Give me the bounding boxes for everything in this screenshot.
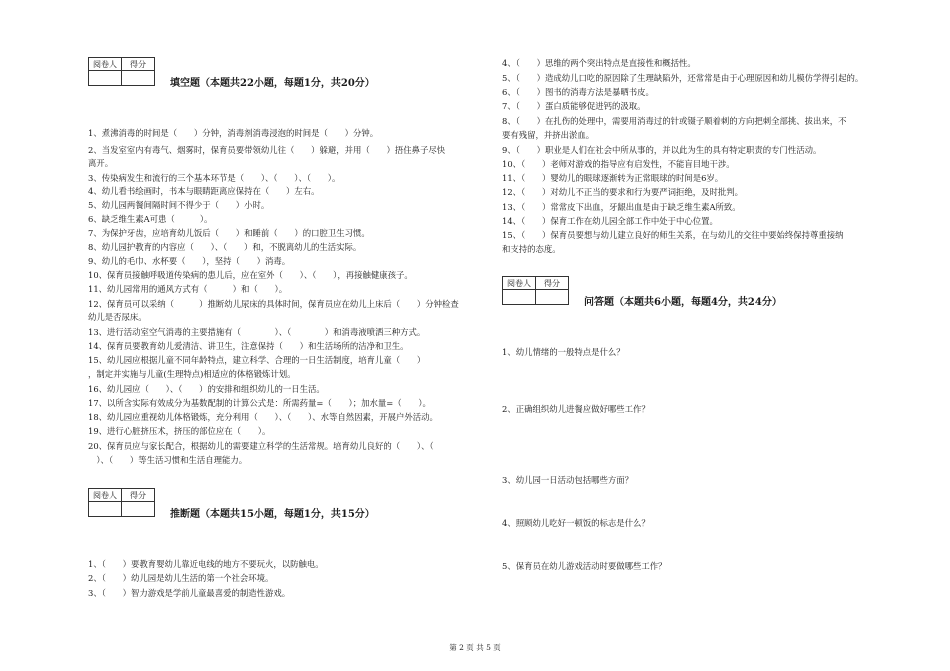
score-box-judge bbox=[88, 488, 155, 517]
fill-line: 15、幼儿园应根据儿童不同年龄特点，建立科学、合理的一日生活制度，培育儿童（ ） bbox=[88, 355, 426, 365]
fill-line: 17、以所含实际有效成分为基数配制的计算公式是：所需药量=（ ）；加水量=（ ）。 bbox=[88, 398, 431, 408]
reviewer-cell bbox=[503, 290, 536, 305]
fill-line: 18、幼儿园应重视幼儿体格锻炼，充分利用（ ）、（ ）、水等自然因素，开展户外活动。 bbox=[88, 412, 438, 422]
fill-line: 16、幼儿园应（ ）、（ ）的安排和组织幼儿的一日生活。 bbox=[88, 384, 325, 394]
fill-line: 8、幼儿园护教育的内容应（ ）、（ ）和，不脱离幼儿的生活实际。 bbox=[88, 242, 362, 252]
qa-section-title: 问答题（本题共6小题，每题4分，共24分） bbox=[584, 297, 782, 308]
fill-line: 7、为保护牙齿，应培育幼儿饭后（ ）和睡前（ ）的口腔卫生习惯。 bbox=[88, 228, 370, 238]
judge-section-title: 推断题（本题共15小题，每题1分，共15分） bbox=[170, 509, 375, 520]
reviewer-label: 阅卷人 bbox=[89, 489, 122, 502]
fill-line: 14、保育员要教育幼儿爱清洁、讲卫生，注意保持（ ）和生活场所的洁净和卫生。 bbox=[88, 341, 409, 351]
judge-line: 8、（ ）在扎伤的处理中，需要用消毒过的针或镊子顺着刺的方向把刺全部挑、拔出来，不 bbox=[502, 116, 847, 126]
judge-line: 1、（ ）要教育婴幼儿靠近电线的地方不要玩火，以防触电。 bbox=[88, 559, 324, 569]
score-cell bbox=[122, 502, 155, 517]
judge-line: 3、（ ）智力游戏是学前儿童最喜爱的制造性游戏。 bbox=[88, 588, 291, 598]
fill-line: 离开。 bbox=[88, 158, 114, 168]
fill-line: 9、幼儿的毛巾、水杯要（ ），坚持（ ）消毒。 bbox=[88, 256, 291, 266]
score-box-qa bbox=[502, 276, 569, 305]
fill-line: 4、幼儿看书绘画时，书本与眼睛距离应保持在（ ）左右。 bbox=[88, 186, 320, 196]
score-label: 得分 bbox=[536, 277, 569, 290]
score-box-fill bbox=[88, 57, 155, 86]
score-cell bbox=[122, 71, 155, 86]
reviewer-cell bbox=[89, 71, 122, 86]
judge-line: 12、（ ）对幼儿不正当的要求和行为要严词拒绝，及时批判。 bbox=[502, 187, 743, 197]
judge-line: 要有残留，并挤出淤血。 bbox=[502, 130, 595, 140]
qa-question: 4、照顾幼儿吃好一顿饭的标志是什么？ bbox=[502, 518, 650, 528]
fill-line: 12、保育员可以采纳（ ）推断幼儿尿床的具体时间，保育员应在幼儿上床后（ ）分钟检查 bbox=[88, 299, 459, 309]
fill-line: 11、幼儿园常用的通风方式有（ ）和（ ）。 bbox=[88, 284, 288, 294]
judge-line: 2、（ ）幼儿园是幼儿生活的第一个社会环境。 bbox=[88, 573, 274, 583]
fill-line: 5、幼儿园两餐间隔时间不得少于（ ）小时。 bbox=[88, 200, 270, 210]
reviewer-cell bbox=[89, 502, 122, 517]
judge-line: 5、（ ）造成幼儿口吃的原因除了生理缺陷外，还常常是由于心理原因和幼儿模仿学得引起的。 bbox=[502, 73, 864, 83]
fill-line: 10、保育员接触呼吸道传染病的患儿后，应在室外（ ）、（ ），再接触健康孩子。 bbox=[88, 270, 413, 280]
score-label: 得分 bbox=[122, 58, 155, 71]
judge-line: 4、（ ）思维的两个突出特点是直接性和概括性。 bbox=[502, 58, 696, 68]
fill-line: 3、传染病发生和流行的三个基本环节是（ ）、（ ）、（ ）。 bbox=[88, 173, 341, 183]
reviewer-label: 阅卷人 bbox=[89, 58, 122, 71]
fill-line: 1、煮沸消毒的时间是（ ）分钟，消毒剂消毒浸泡的时间是（ ）分钟。 bbox=[88, 128, 379, 138]
fill-line: 19、进行心脏挤压术，挤压的部位应在（ ）。 bbox=[88, 426, 271, 436]
judge-line: 和支持的态度。 bbox=[502, 244, 561, 254]
qa-question: 3、幼儿园一日活动包括哪些方面？ bbox=[502, 475, 633, 485]
fill-line: ，制定并实施与儿童(生理特点)相适应的体格锻炼计划。 bbox=[88, 369, 296, 379]
fill-line: 20、保育员应与家长配合，根据幼儿的需要建立科学的生活常规。培育幼儿良好的（ ）、（ bbox=[88, 441, 434, 451]
judge-line: 10、（ ）老师对游戏的指导应有启发性，不能盲目地干涉。 bbox=[502, 159, 735, 169]
reviewer-label: 阅卷人 bbox=[503, 277, 536, 290]
fill-section-title: 填空题（本题共22小题，每题1分，共20分） bbox=[170, 78, 375, 89]
qa-question: 5、保育员在幼儿游戏活动时要做哪些工作？ bbox=[502, 561, 667, 571]
fill-line: ）、（ ）等生活习惯和生活自理能力。 bbox=[88, 455, 248, 465]
page-footer: 第 2 页 共 5 页 bbox=[449, 643, 501, 652]
fill-line: 6、缺乏维生素A可患（ ）。 bbox=[88, 214, 213, 224]
score-label: 得分 bbox=[122, 489, 155, 502]
judge-line: 13、（ ）常常皮下出血，牙龈出血是由于缺乏维生素A所致。 bbox=[502, 202, 741, 212]
judge-line: 15、（ ）保育员要想与幼儿建立良好的师生关系，在与幼儿的交往中要始终保持尊重接纳 bbox=[502, 230, 844, 240]
judge-line: 7、（ ）蛋白质能够促进钙的汲取。 bbox=[502, 101, 646, 111]
score-cell bbox=[536, 290, 569, 305]
judge-line: 9、（ ）职业是人们在社会中所从事的，并以此为生的具有特定职责的专门性活动。 bbox=[502, 145, 822, 155]
qa-question: 2、正确组织幼儿进餐应做好哪些工作？ bbox=[502, 404, 650, 414]
judge-line: 6、（ ）图书的消毒方法是暴晒书皮。 bbox=[502, 87, 654, 97]
fill-line: 13、进行活动室空气消毒的主要措施有（ ）、（ ）和消毒液喷洒三种方式。 bbox=[88, 327, 426, 337]
fill-line: 幼儿是否尿床。 bbox=[88, 312, 147, 322]
qa-question: 1、幼儿情绪的一般特点是什么？ bbox=[502, 347, 625, 357]
fill-line: 2、当发室室内有毒气、烟雾时，保育员要带领幼儿往（ ）躲避，并用（ ）捂住鼻子尽快 bbox=[88, 145, 446, 155]
judge-line: 14、（ ）保育工作在幼儿园全部工作中处于中心位置。 bbox=[502, 216, 718, 226]
judge-line: 11、（ ）婴幼儿的眼球逐渐转为正常眼球的时间是6岁。 bbox=[502, 173, 724, 183]
